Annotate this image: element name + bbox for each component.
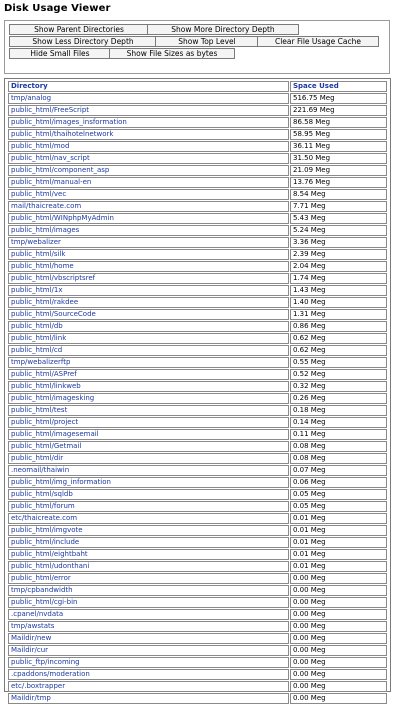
directory-link[interactable]: .cpanel/nvdata	[8, 609, 289, 620]
directory-link[interactable]: public_html/udonthani	[8, 561, 289, 572]
table-row	[8, 477, 387, 488]
table-row	[8, 633, 387, 644]
table-row	[8, 417, 387, 428]
show-less-depth-button[interactable]: Show Less Directory Depth	[9, 36, 157, 47]
table-row	[8, 537, 387, 548]
table-row	[8, 585, 387, 596]
space-used-value: 0.86 Meg	[290, 321, 387, 332]
directory-link[interactable]: public_html/manual-en	[8, 177, 289, 188]
directory-link[interactable]: tmp/webalizerftp	[8, 357, 289, 368]
directory-link[interactable]: public_html/imagesemail	[8, 429, 289, 440]
space-used-value: 5.24 Meg	[290, 225, 387, 236]
hide-small-files-button[interactable]: Hide Small Files	[9, 48, 111, 59]
space-used-value: 2.04 Meg	[290, 261, 387, 272]
space-used-value: 2.39 Meg	[290, 249, 387, 260]
table-row	[8, 297, 387, 308]
table-row	[8, 345, 387, 356]
directory-link[interactable]: tmp/awstats	[8, 621, 289, 632]
table-row	[8, 429, 387, 440]
space-used-value: 0.00 Meg	[290, 633, 387, 644]
space-used-value: 0.01 Meg	[290, 513, 387, 524]
space-used-value: 86.58 Meg	[290, 117, 387, 128]
directory-link[interactable]: public_html/imgvote	[8, 525, 289, 536]
space-used-value: 0.00 Meg	[290, 669, 387, 680]
directory-link[interactable]: Maildir/cur	[8, 645, 289, 656]
directory-link[interactable]: public_html/imagesking	[8, 393, 289, 404]
show-top-level-button[interactable]: Show Top Level	[155, 36, 259, 47]
table-row	[8, 201, 387, 212]
space-used-column-header[interactable]: Space Used	[290, 81, 387, 92]
table-row	[8, 441, 387, 452]
directory-link[interactable]: public_html/images_insformation	[8, 117, 289, 128]
space-used-value: 1.31 Meg	[290, 309, 387, 320]
table-row	[8, 189, 387, 200]
directory-link[interactable]: public_html/vbscriptsref	[8, 273, 289, 284]
directory-link[interactable]: tmp/cpbandwidth	[8, 585, 289, 596]
space-used-value: 0.01 Meg	[290, 525, 387, 536]
table-row	[8, 321, 387, 332]
space-used-value: 0.05 Meg	[290, 489, 387, 500]
space-used-value: 0.06 Meg	[290, 477, 387, 488]
clear-file-usage-cache-button[interactable]: Clear File Usage Cache	[257, 36, 379, 47]
controls-panel	[4, 20, 390, 74]
space-used-value: 0.00 Meg	[290, 573, 387, 584]
directory-link[interactable]: public_html/nav_script	[8, 153, 289, 164]
table-row	[8, 213, 387, 224]
table-row	[8, 117, 387, 128]
table-row	[8, 153, 387, 164]
usage-table	[7, 80, 388, 705]
usage-table-container	[4, 78, 391, 702]
space-used-value: 0.08 Meg	[290, 441, 387, 452]
directory-link[interactable]: public_html/include	[8, 537, 289, 548]
space-used-value: 21.09 Meg	[290, 165, 387, 176]
space-used-value: 0.00 Meg	[290, 657, 387, 668]
table-row	[8, 105, 387, 116]
directory-link[interactable]: public_html/vec	[8, 189, 289, 200]
space-used-value: 1.40 Meg	[290, 297, 387, 308]
table-row	[8, 501, 387, 512]
usage-table-body	[8, 93, 387, 704]
table-row	[8, 285, 387, 296]
table-row	[8, 549, 387, 560]
table-row	[8, 357, 387, 368]
space-used-value: 0.00 Meg	[290, 681, 387, 692]
directory-link[interactable]: public_ftp/incoming	[8, 657, 289, 668]
directory-link[interactable]: public_html/eightbaht	[8, 549, 289, 560]
directory-link[interactable]: tmp/webalizer	[8, 237, 289, 248]
table-row	[8, 645, 387, 656]
directory-link[interactable]: etc/thaicreate.com	[8, 513, 289, 524]
space-used-value: 0.05 Meg	[290, 501, 387, 512]
space-used-value: 58.95 Meg	[290, 129, 387, 140]
space-used-value: 0.00 Meg	[290, 693, 387, 704]
table-row	[8, 393, 387, 404]
table-row	[8, 225, 387, 236]
directory-link[interactable]: public_html/img_information	[8, 477, 289, 488]
table-row	[8, 453, 387, 464]
space-used-value: 13.76 Meg	[290, 177, 387, 188]
show-file-sizes-bytes-button[interactable]: Show File Sizes as bytes	[109, 48, 235, 59]
space-used-value: 0.18 Meg	[290, 405, 387, 416]
space-used-value: 0.32 Meg	[290, 381, 387, 392]
show-more-depth-button[interactable]: Show More Directory Depth	[147, 24, 299, 35]
table-row	[8, 165, 387, 176]
space-used-value: 1.74 Meg	[290, 273, 387, 284]
directory-link[interactable]: public_html/test	[8, 405, 289, 416]
space-used-value: 0.62 Meg	[290, 345, 387, 356]
space-used-value: 3.36 Meg	[290, 237, 387, 248]
directory-link[interactable]: .neomail/thaiwin	[8, 465, 289, 476]
table-row	[8, 309, 387, 320]
directory-link[interactable]: public_html/cgi-bin	[8, 597, 289, 608]
directory-link[interactable]: public_html/FreeScript	[8, 105, 289, 116]
space-used-value: 31.50 Meg	[290, 153, 387, 164]
directory-link[interactable]: mail/thaicreate.com	[8, 201, 289, 212]
table-row	[8, 657, 387, 668]
directory-link[interactable]: public_html/Getmail	[8, 441, 289, 452]
directory-link[interactable]: Maildir/tmp	[8, 693, 289, 704]
table-row	[8, 681, 387, 692]
directory-link[interactable]: public_html/rakdee	[8, 297, 289, 308]
directory-link[interactable]: public_html/mod	[8, 141, 289, 152]
table-header-row	[8, 81, 387, 92]
space-used-value: 7.71 Meg	[290, 201, 387, 212]
table-row	[8, 369, 387, 380]
directory-link[interactable]: public_html/linkweb	[8, 381, 289, 392]
space-used-value: 1.43 Meg	[290, 285, 387, 296]
directory-link[interactable]: public_html/project	[8, 417, 289, 428]
directory-link[interactable]: Maildir/new	[8, 633, 289, 644]
directory-link[interactable]: public_html/silk	[8, 249, 289, 260]
table-row	[8, 489, 387, 500]
directory-column-header[interactable]: Directory	[8, 81, 289, 92]
table-row	[8, 609, 387, 620]
space-used-value: 0.00 Meg	[290, 645, 387, 656]
directory-link[interactable]: .cpaddons/moderation	[8, 669, 289, 680]
space-used-value: 0.01 Meg	[290, 561, 387, 572]
space-used-value: 8.54 Meg	[290, 189, 387, 200]
table-row	[8, 333, 387, 344]
table-row	[8, 693, 387, 704]
space-used-value: 0.08 Meg	[290, 453, 387, 464]
space-used-value: 0.00 Meg	[290, 609, 387, 620]
show-parent-directories-button[interactable]: Show Parent Directories	[9, 24, 149, 35]
space-used-value: 5.43 Meg	[290, 213, 387, 224]
directory-link[interactable]: public_html/link	[8, 333, 289, 344]
space-used-value: 0.11 Meg	[290, 429, 387, 440]
table-row	[8, 177, 387, 188]
directory-link[interactable]: public_html/sqldb	[8, 489, 289, 500]
table-row	[8, 237, 387, 248]
space-used-value: 0.07 Meg	[290, 465, 387, 476]
directory-link[interactable]: public_html/1x	[8, 285, 289, 296]
space-used-value: 0.00 Meg	[290, 597, 387, 608]
directory-link[interactable]: tmp/analog	[8, 93, 289, 104]
space-used-value: 221.69 Meg	[290, 105, 387, 116]
table-row	[8, 621, 387, 632]
directory-link[interactable]: public_html/component_asp	[8, 165, 289, 176]
directory-link[interactable]: public_html/forum	[8, 501, 289, 512]
space-used-value: 0.26 Meg	[290, 393, 387, 404]
space-used-value: 0.01 Meg	[290, 537, 387, 548]
table-row	[8, 261, 387, 272]
directory-link[interactable]: etc/.boxtrapper	[8, 681, 289, 692]
directory-link[interactable]: public_html/cd	[8, 345, 289, 356]
table-row	[8, 381, 387, 392]
directory-link[interactable]: public_html/thaihotelnetwork	[8, 129, 289, 140]
space-used-value: 0.55 Meg	[290, 357, 387, 368]
table-row	[8, 669, 387, 680]
table-row	[8, 597, 387, 608]
table-row	[8, 273, 387, 284]
table-row	[8, 405, 387, 416]
space-used-value: 0.00 Meg	[290, 585, 387, 596]
space-used-value: 0.52 Meg	[290, 369, 387, 380]
table-row	[8, 573, 387, 584]
space-used-value: 36.11 Meg	[290, 141, 387, 152]
table-row	[8, 465, 387, 476]
directory-link[interactable]: public_html/error	[8, 573, 289, 584]
directory-link[interactable]: public_html/home	[8, 261, 289, 272]
directory-link[interactable]: public_html/ASPref	[8, 369, 289, 380]
directory-link[interactable]: public_html/db	[8, 321, 289, 332]
directory-link[interactable]: public_html/images	[8, 225, 289, 236]
space-used-value: 0.00 Meg	[290, 621, 387, 632]
directory-link[interactable]: public_html/dir	[8, 453, 289, 464]
table-row	[8, 525, 387, 536]
space-used-value: 516.75 Meg	[290, 93, 387, 104]
table-row	[8, 513, 387, 524]
table-row	[8, 141, 387, 152]
space-used-value: 0.62 Meg	[290, 333, 387, 344]
page-title: Disk Usage Viewer	[4, 3, 111, 14]
space-used-value: 0.14 Meg	[290, 417, 387, 428]
table-row	[8, 249, 387, 260]
directory-link[interactable]: public_html/WINphpMyAdmin	[8, 213, 289, 224]
table-row	[8, 93, 387, 104]
directory-link[interactable]: public_html/SourceCode	[8, 309, 289, 320]
table-row	[8, 561, 387, 572]
table-row	[8, 129, 387, 140]
space-used-value: 0.01 Meg	[290, 549, 387, 560]
